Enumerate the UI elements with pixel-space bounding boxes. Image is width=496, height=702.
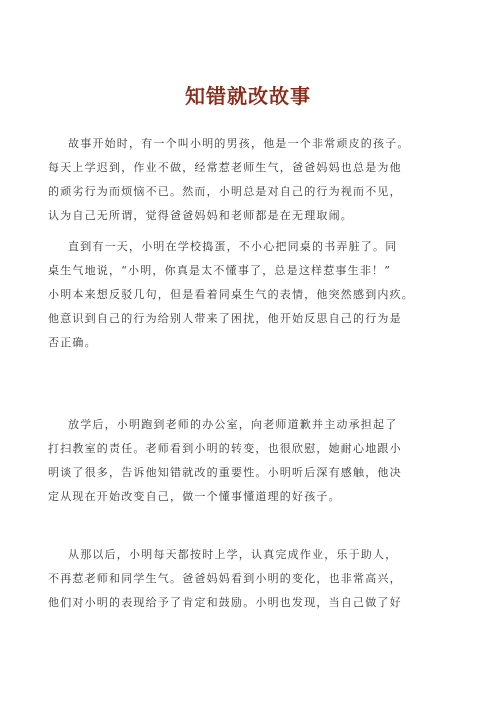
paragraph-4 [48,543,468,615]
paragraph-line: 不再惹老师和同学生气。爸爸妈妈看到小明的变化，也非常高兴， [48,572,402,585]
paragraph-line: 定从现在开始改变自己，做一个懂事懂道理的好孩子。 [48,490,341,503]
paragraph-line: 桌生气地说，“小明，你真是太不懂事了，总是这样惹事生非！” [48,264,392,277]
paragraph-line: 从那以后，小明每天都按时上学，认真完成作业，乐于助人， [68,548,398,561]
paragraph-line: 明谈了很多，告诉他知错就改的重要性。小明听后深有感触，他决 [48,466,402,479]
paragraph-line: 直到有一天，小明在学校捣蛋，不小心把同桌的书弄脏了。同 [68,240,398,253]
paragraph-line: 小明本来想反驳几句，但是看着同桌生气的表情，他突然感到内疚。 [48,288,414,301]
paragraph-line: 的顽劣行为而烦恼不已。然而，小明总是对自己的行为视而不见， [48,185,402,198]
paragraph-line: 故事开始时，有一个叫小明的男孩，他是一个非常顽皮的孩子。 [68,137,410,150]
document-title: 知错就改故事 [185,84,311,108]
paragraph-2 [48,235,468,355]
paragraph-line: 他们对小明的表现给予了肯定和鼓励。小明也发现，当自己做了好 [48,596,402,609]
paragraph-line: 放学后，小明跑到老师的办公室，向老师道歉并主动承担起了 [68,418,398,431]
paragraph-1 [48,132,468,228]
paragraph-line: 打扫教室的责任。老师看到小明的转变，也很欣慰，她耐心地跟小 [48,442,402,455]
paragraph-line: 认为自己无所谓，觉得爸爸妈妈和老师都是在无理取闹。 [48,209,353,222]
paragraph-line: 否正确。 [48,336,97,349]
paragraph-line: 每天上学迟到，作业不做，经常惹老师生气，爸爸妈妈也总是为他 [48,161,402,174]
paragraph-line: 他意识到自己的行为给别人带来了困扰，他开始反思自己的行为是 [48,312,402,325]
paragraph-3 [48,413,468,509]
